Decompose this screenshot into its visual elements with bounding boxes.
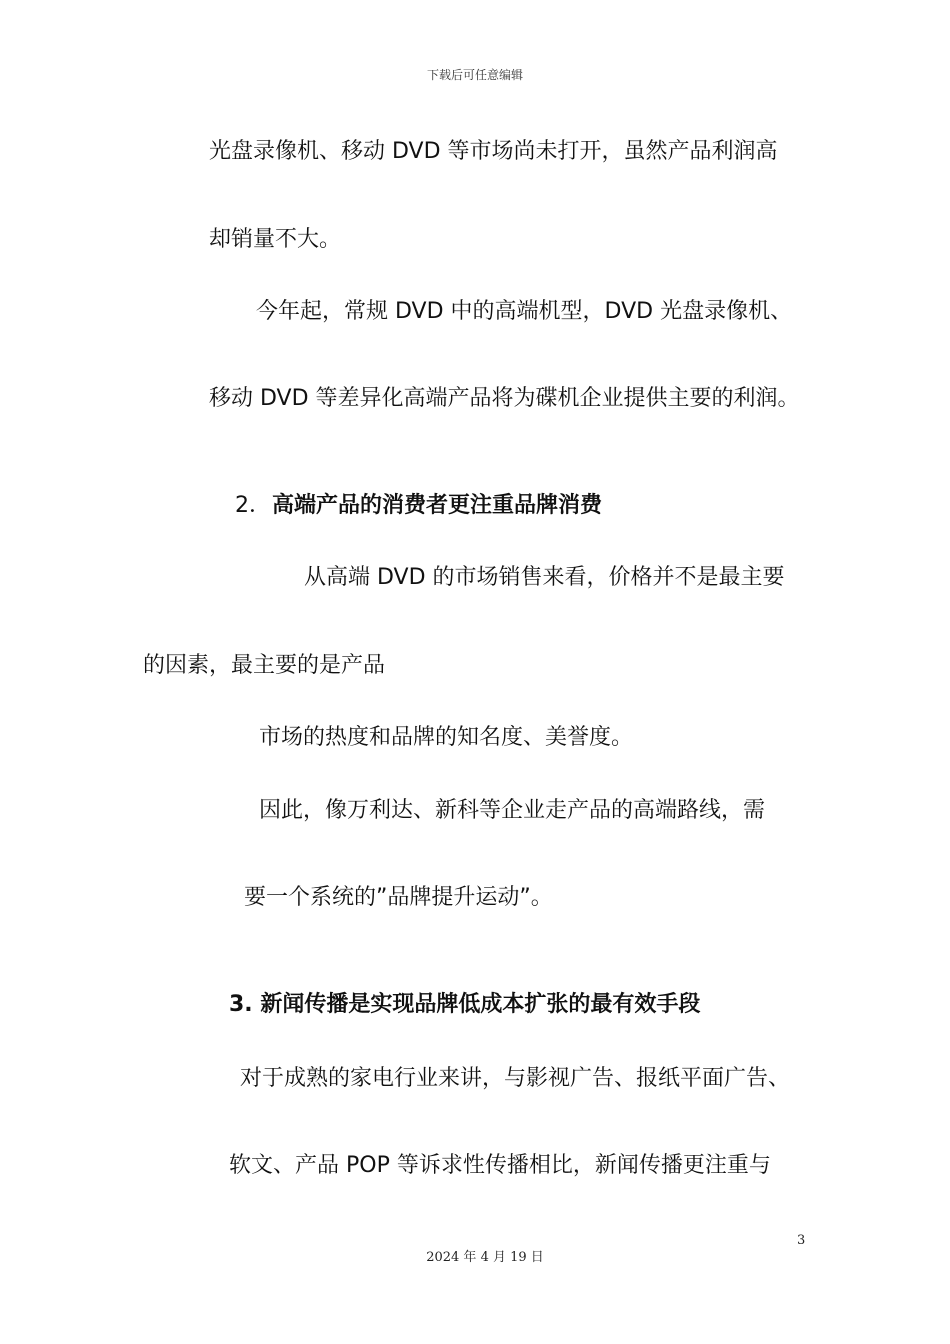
section-heading-2: 高端产品的消费者更注重品牌消费 bbox=[272, 493, 603, 518]
paragraph-line: 对于成熟的家电行业来讲，与影视广告、报纸平面广告、 bbox=[240, 1066, 791, 1091]
page-number: 3 bbox=[797, 1233, 806, 1248]
page-footer-date: 2024 年 4 月 19 日 bbox=[426, 1250, 544, 1265]
paragraph-line: 从高端 DVD 的市场销售来看，价格并不是最主要 bbox=[304, 565, 785, 590]
section-heading-3: 3. 新闻传播是实现品牌低成本扩张的最有效手段 bbox=[229, 992, 701, 1017]
page-header: 下载后可任意编辑 bbox=[426, 68, 523, 82]
paragraph-line: 市场的热度和品牌的知名度、美誉度。 bbox=[259, 725, 634, 750]
paragraph-line: 要一个系统的”品牌提升运动”。 bbox=[244, 885, 553, 910]
paragraph-line: 却销量不大。 bbox=[209, 227, 342, 252]
paragraph-line: 因此，像万利达、新科等企业走产品的高端路线，需 bbox=[259, 798, 766, 823]
paragraph-line: 光盘录像机、移动 DVD 等市场尚未打开，虽然产品利润高 bbox=[209, 139, 778, 164]
section-number-2: 2． bbox=[235, 493, 271, 518]
paragraph-line: 软文、产品 POP 等诉求性传播相比，新闻传播更注重与 bbox=[229, 1153, 771, 1178]
paragraph-line: 的因素，最主要的是产品 bbox=[143, 653, 386, 678]
paragraph-line: 移动 DVD 等差异化高端产品将为碟机企业提供主要的利润。 bbox=[209, 386, 800, 411]
paragraph-line: 今年起，常规 DVD 中的高端机型，DVD 光盘录像机、 bbox=[256, 299, 793, 324]
